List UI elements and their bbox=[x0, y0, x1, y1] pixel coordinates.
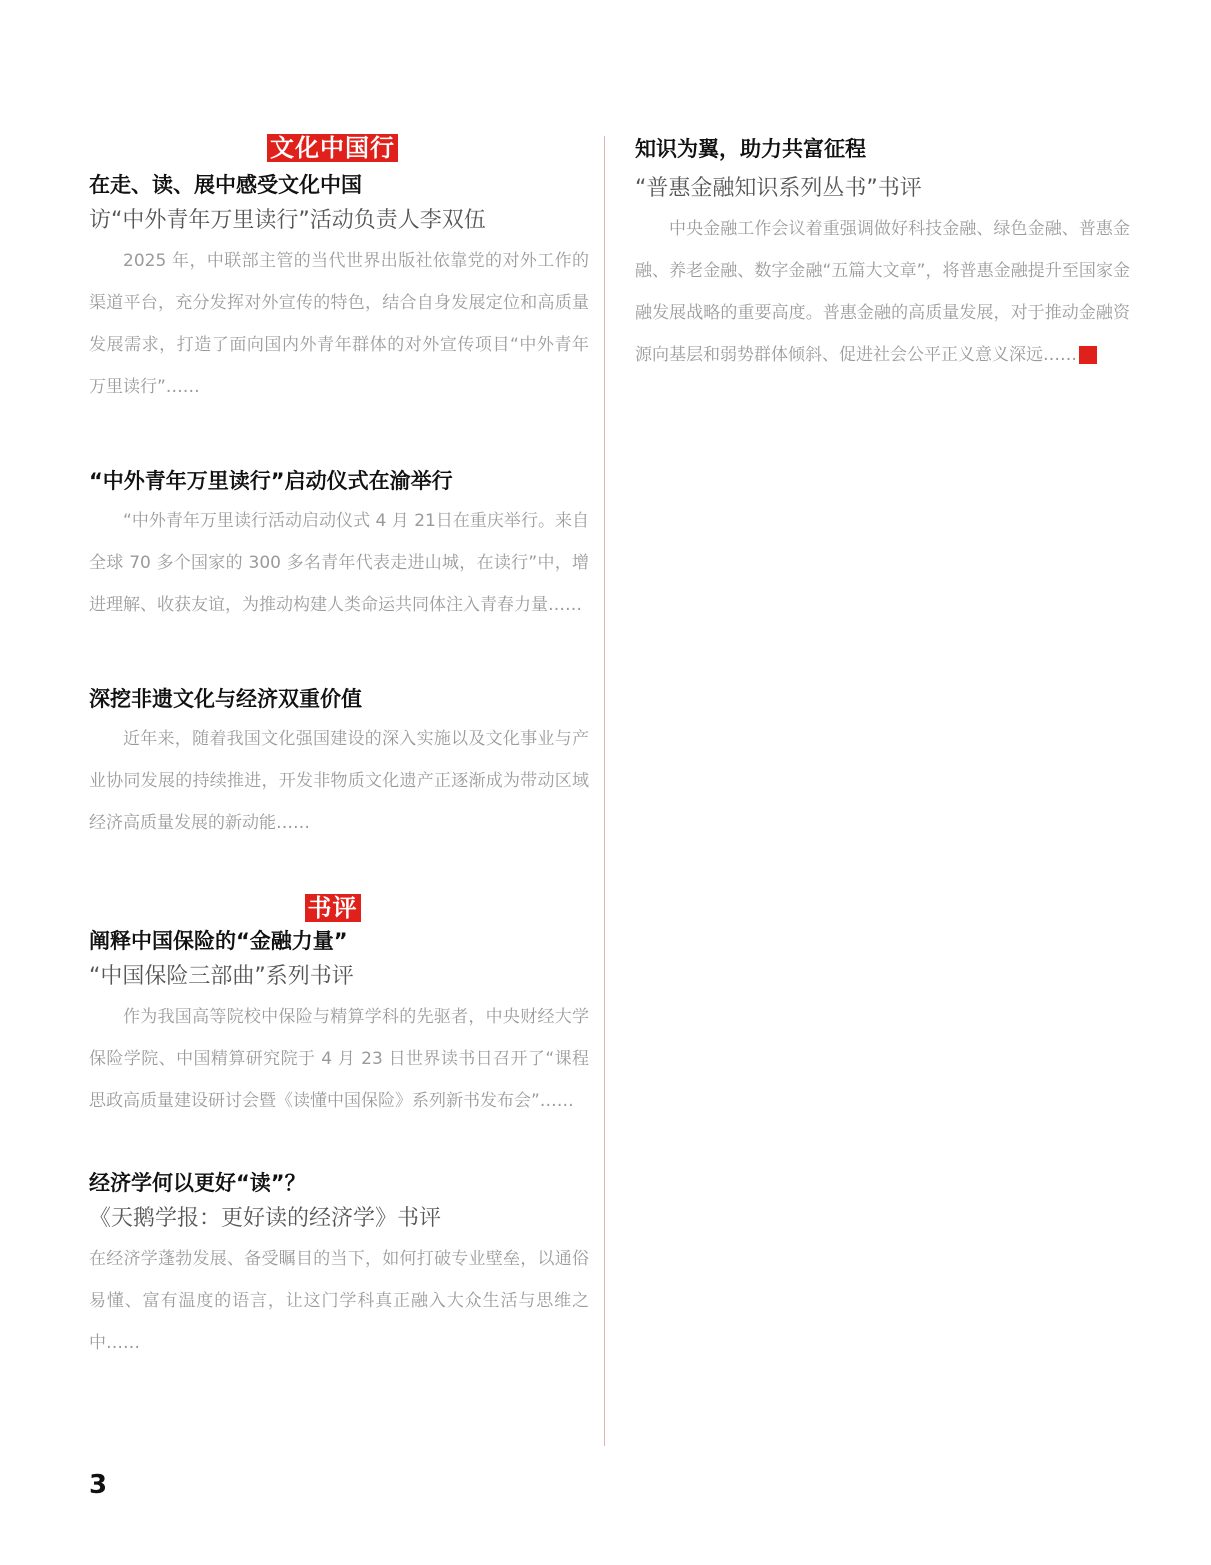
section-label-culture: 文化中国行 bbox=[267, 134, 398, 162]
left-column bbox=[89, 134, 589, 1364]
section-label-wrap bbox=[89, 134, 576, 162]
article-summary-text: 中央金融工作会议着重强调做好科技金融、绿色金融、普惠金融、养老金融、数字金融“五篇大文章”，将普惠金融提升至国家金融发展战略的重要高度。普惠金融的高质量发展，对于推动金融资源向基层和弱势群体倾斜、促进社会公平正义意义深远…… bbox=[635, 219, 1130, 365]
article-inclusive-finance[interactable] bbox=[635, 134, 1130, 376]
page-number: 3 bbox=[89, 1470, 108, 1500]
article-title[interactable]: 知识为翼，助力共富征程 bbox=[635, 137, 866, 161]
article-economics[interactable] bbox=[89, 1168, 589, 1364]
article-summary bbox=[635, 208, 1130, 376]
article-title[interactable]: 阐释中国保险的“金融力量” bbox=[89, 929, 348, 953]
column-divider bbox=[604, 136, 605, 1446]
article-culture-walk[interactable] bbox=[89, 170, 589, 408]
section-label-wrap bbox=[89, 894, 576, 922]
section-label-book-review: 书评 bbox=[305, 894, 361, 922]
article-subtitle: 《天鹅学报：更好读的经济学》书评 bbox=[89, 1206, 442, 1231]
article-subtitle: “普惠金融知识系列丛书”书评 bbox=[635, 176, 922, 201]
article-summary: 在经济学蓬勃发展、备受瞩目的当下，如何打破专业壁垒，以通俗易懂、富有温度的语言，让这门学科真正融入大众生活与思维之中…… bbox=[89, 1249, 589, 1353]
article-title[interactable]: 深挖非遗文化与经济双重价值 bbox=[89, 687, 362, 711]
article-insurance[interactable] bbox=[89, 926, 589, 1122]
end-mark-icon: 书 bbox=[1079, 346, 1097, 364]
article-title[interactable]: 在走、读、展中感受文化中国 bbox=[89, 173, 362, 197]
article-subtitle: 访“中外青年万里读行”活动负责人李双伍 bbox=[89, 208, 486, 233]
article-launch-ceremony[interactable] bbox=[89, 466, 589, 626]
right-column bbox=[635, 134, 1130, 376]
article-intangible-heritage[interactable] bbox=[89, 684, 589, 844]
article-summary: 近年来，随着我国文化强国建设的深入实施以及文化事业与产业协同发展的持续推进，开发非物质文化遗产正逐渐成为带动区域经济高质量发展的新动能…… bbox=[89, 729, 589, 833]
article-summary: “中外青年万里读行活动启动仪式 4 月 21日在重庆举行。来自全球 70 多个国家的 300 多名青年代表走进山城，在读行”中，增进理解、收获友谊，为推动构建人类命运共同体注入青春力量…… bbox=[89, 511, 589, 615]
article-title[interactable]: “中外青年万里读行”启动仪式在渝举行 bbox=[89, 469, 453, 493]
article-subtitle: “中国保险三部曲”系列书评 bbox=[89, 964, 354, 989]
article-summary: 2025 年，中联部主管的当代世界出版社依靠党的对外工作的渠道平台，充分发挥对外宣传的特色，结合自身发展定位和高质量发展需求，打造了面向国内外青年群体的对外宣传项目“中外青年万里读行”…… bbox=[89, 251, 589, 397]
article-summary: 作为我国高等院校中保险与精算学科的先驱者，中央财经大学保险学院、中国精算研究院于 4 月 23 日世界读书日召开了“课程思政高质量建设研讨会暨《读懂中国保险》系列新书发布会”…… bbox=[89, 1007, 589, 1111]
article-title[interactable]: 经济学何以更好“读”？ bbox=[89, 1171, 306, 1195]
